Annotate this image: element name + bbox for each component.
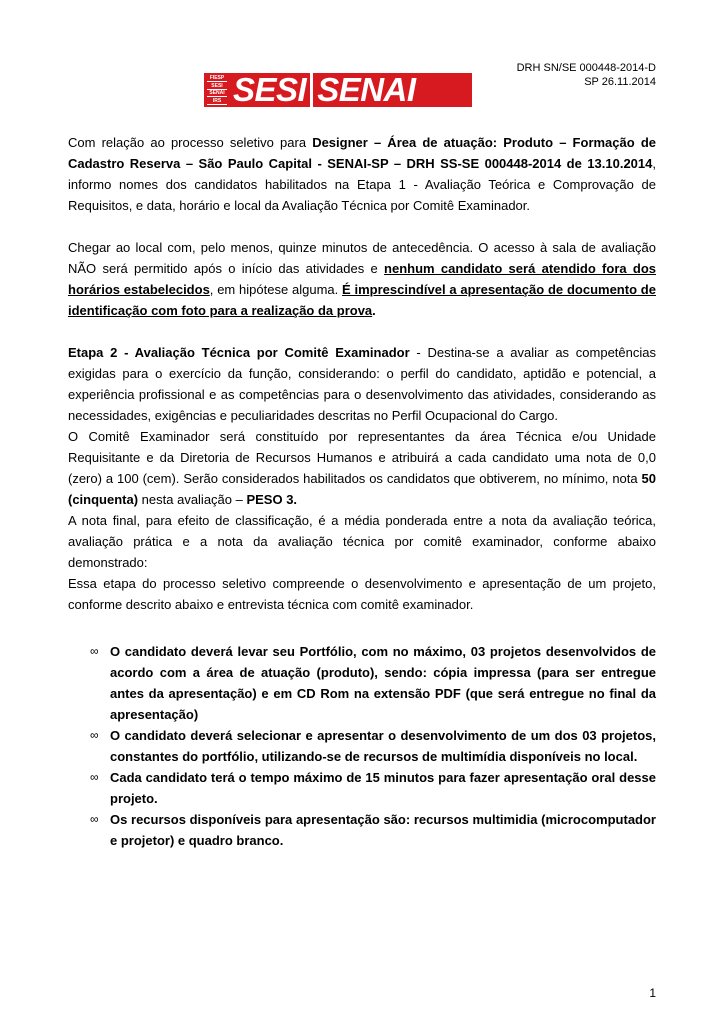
final-grade-paragraph: A nota final, para efeito de classificação, é a média ponderada entre a nota da avaliação teórica, avaliação prática e a nota da avaliação técnica por comitê examinador, conforme abaixo demonstrado:	[68, 513, 656, 570]
logo-separator	[310, 73, 313, 107]
committee-text-continued: nesta avaliação –	[138, 492, 247, 507]
logo-word-senai: SENAI	[317, 73, 416, 107]
stage-2-paragraph	[68, 342, 656, 426]
weight-label: PESO 3.	[246, 492, 298, 507]
logo-tag-stack	[207, 75, 227, 105]
period: .	[372, 303, 376, 318]
spacer	[68, 321, 656, 342]
intro-paragraph	[68, 132, 656, 216]
document-reference	[517, 62, 656, 89]
logo-tag-senai: SENAI	[207, 90, 227, 97]
spacer	[68, 216, 656, 237]
list-item-text: Os recursos disponíveis para apresentação são: recursos multimidia (microcomputador e projetor) e quadro branco.	[110, 812, 656, 848]
logo-tag-irs: IRS	[207, 98, 227, 105]
reference-date: SP 26.11.2014	[584, 75, 656, 88]
logo-word-sesi: SESI	[233, 73, 307, 107]
list-item	[68, 725, 656, 767]
id-document-requirement: É imprescindível a apresentação de documento de identificação com foto para a realização da prova	[68, 282, 656, 318]
committee-paragraph	[68, 426, 656, 510]
letter-body	[68, 132, 656, 615]
infinity-bullet-icon: ∞	[90, 770, 99, 784]
intro-text: Com relação ao processo seletivo para	[68, 135, 313, 150]
list-item-text: Cada candidato terá o tempo máximo de 15 minutos para fazer apresentação oral desse projeto.	[110, 770, 656, 806]
infinity-bullet-icon: ∞	[90, 644, 99, 658]
page-number: 1	[649, 986, 656, 1000]
infinity-bullet-icon: ∞	[90, 812, 99, 826]
list-item	[68, 641, 656, 725]
committee-text: O Comitê Examinador será constituído por representantes da área Técnica e/ou Unidade Requisitante e da Diretoria de Recursos Humanos e atribuirá a cada candidato uma nota de 0,0 (zero) a 100 (cem). Serão considerados habilitados os candidatos que obtiverem, no mínimo, nota	[68, 429, 656, 486]
arrival-text: Chegar ao local com, pelo menos, quinze minutos de antecedência. O acesso à sala de avaliação NÃO será permitido após o início das atividades e	[68, 240, 656, 276]
list-item	[68, 767, 656, 809]
logo-tag-sesi: SESI	[207, 83, 227, 90]
sesi-senai-logo	[204, 73, 472, 107]
project-paragraph: Essa etapa do processo seletivo compreende o desenvolvimento e apresentação de um projeto, conforme descrito abaixo e entrevista técnica com comitê examinador.	[68, 576, 656, 612]
list-item-text: O candidato deverá levar seu Portfólio, com no máximo, 03 projetos desenvolvidos de acordo com a área de atuação (produto), sendo: cópia impressa (para ser entregue antes da apresentação) e em CD Rom na extensão PDF (que será entregue no final da apresentação)	[110, 644, 656, 722]
list-item	[68, 809, 656, 851]
logo-tag-fiesp: FIESP	[207, 75, 227, 82]
requirements-list	[68, 641, 656, 851]
stage-2-description: - Destina-se a avaliar as competências exigidas para o exercício da função, considerando: o perfil do candidato, aptidão e potencial, a experiência profissional e as competências para o desenvolvimento das atividades, considerando as necessidades, exigências e peculiaridades descritas no Perfil Ocupacional do Cargo.	[68, 345, 657, 423]
no-late-candidates-notice: nenhum candidato será atendido fora dos horários estabelecidos	[68, 261, 657, 297]
infinity-bullet-icon: ∞	[90, 728, 99, 742]
stage-2-heading: Etapa 2 - Avaliação Técnica por Comitê Examinador	[68, 345, 410, 360]
process-title: Designer – Área de atuação: Produto – Formação de Cadastro Reserva – São Paulo Capital - SENAI-SP – DRH SS-SE 000448-2014 de 13.10.2014	[68, 135, 656, 171]
reference-code: DRH SN/SE 000448-2014-D	[516, 62, 656, 74]
arrival-text-continued: , em hipótese alguma.	[209, 282, 343, 297]
minimum-score: 50 (cinquenta)	[68, 471, 656, 507]
arrival-instructions	[68, 237, 656, 321]
intro-text-continued: , informo nomes dos candidatos habilitados na Etapa 1 - Avaliação Teórica e Comprovação de Requisitos, e data, horário e local da Avaliação Técnica por Comitê Examinador.	[68, 156, 656, 213]
list-item-text: O candidato deverá selecionar e apresentar o desenvolvimento de um dos 03 projetos, constantes do portfólio, utilizando-se de recursos de multimídia disponíveis no local.	[110, 728, 656, 764]
